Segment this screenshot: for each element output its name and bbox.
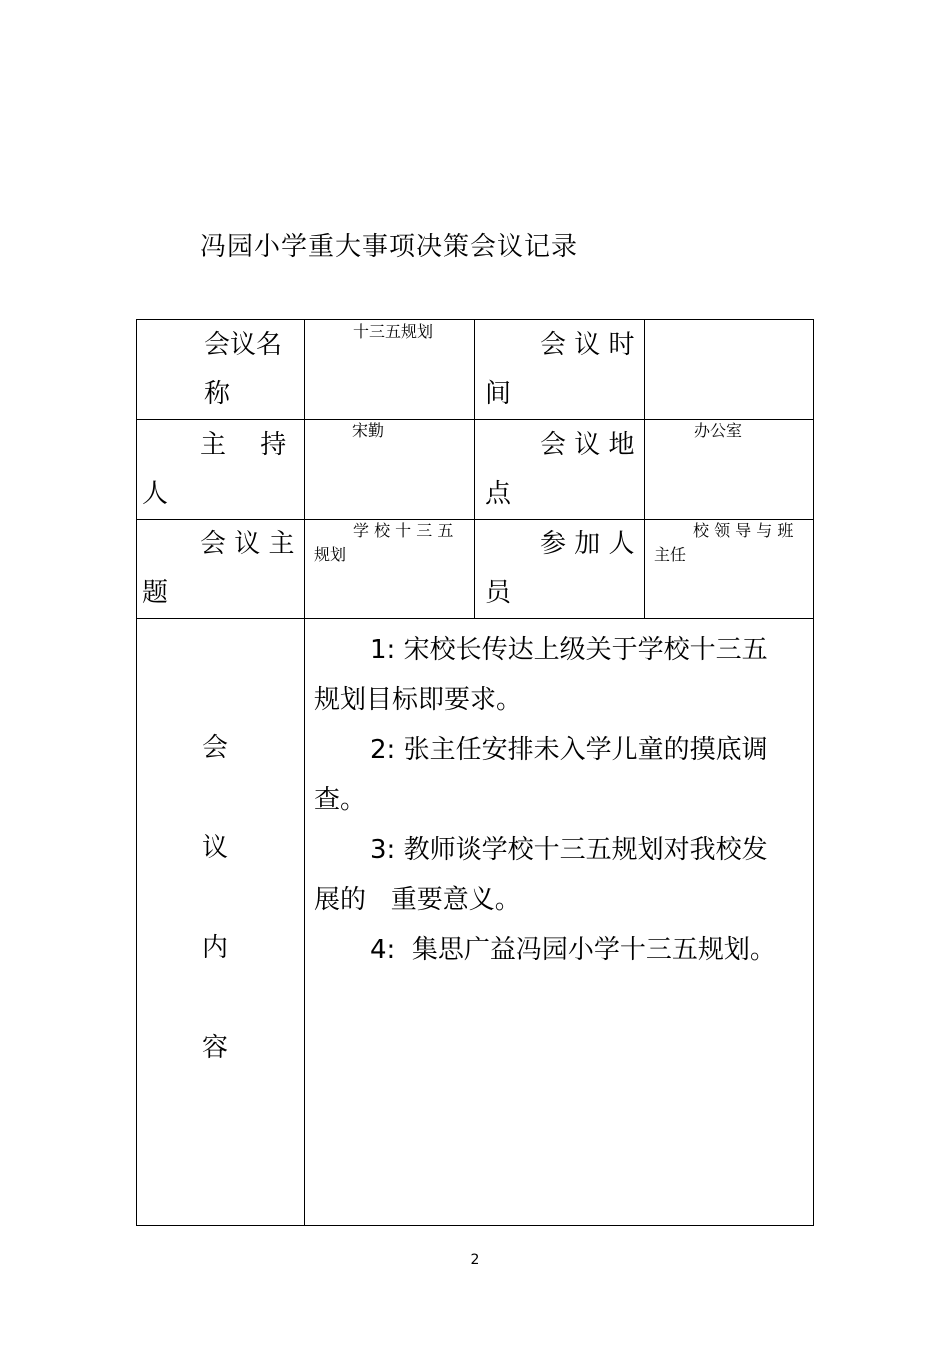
content-item-2-line1: 2: 张主任安排未入学儿童的摸底调 (370, 735, 768, 765)
participants-value-line2: 主任 (654, 545, 687, 564)
content-item-2-line2: 查。 (314, 785, 367, 815)
content-label-char-3: 内 (202, 933, 229, 963)
meeting-name-value: 十三五规划 (353, 322, 434, 341)
content-item-3-line2: 展的 重要意义。 (314, 885, 521, 915)
column-divider-2 (474, 319, 475, 619)
column-divider-3 (644, 319, 645, 619)
topic-label-line2: 题 (142, 578, 169, 608)
host-label-line1: 主 持 (200, 430, 287, 460)
participants-label-line2: 员 (485, 578, 512, 608)
content-item-3-line1: 3: 教师谈学校十三五规划对我校发 (370, 835, 768, 865)
participants-value-line1: 校 领 导 与 班 (693, 521, 794, 540)
content-item-1-line2: 规划目标即要求。 (314, 685, 523, 715)
meeting-name-label-line2: 称 (204, 379, 231, 409)
topic-label-line1: 会 议 主 (200, 529, 295, 559)
topic-value-line1: 学 校 十 三 五 (353, 521, 454, 540)
table-border-bottom (136, 1225, 814, 1226)
meeting-name-label-line1: 会议名 (204, 330, 283, 360)
content-label-char-2: 议 (202, 833, 229, 863)
host-value: 宋勤 (352, 421, 385, 440)
content-item-1-line1: 1: 宋校长传达上级关于学校十三五 (370, 635, 768, 665)
column-divider-1 (304, 319, 305, 1226)
table-border-left (136, 319, 137, 1226)
location-value: 办公室 (694, 421, 743, 440)
meeting-time-label-line1: 会 议 时 (540, 330, 635, 360)
content-label-char-1: 会 (202, 733, 229, 763)
content-item-4-line1: 4: 集思广益冯园小学十三五规划。 (370, 935, 776, 965)
table-border-right (813, 319, 814, 1226)
page-number: 2 (470, 1252, 480, 1268)
document-title: 冯园小学重大事项决策会议记录 (200, 232, 579, 262)
content-label-char-4: 容 (202, 1033, 229, 1063)
meeting-record-table (136, 319, 814, 1226)
meeting-time-label-line2: 间 (485, 379, 512, 409)
location-label-line2: 点 (485, 479, 512, 509)
topic-value-line2: 规划 (314, 545, 347, 564)
location-label-line1: 会 议 地 (540, 430, 635, 460)
participants-label-line1: 参 加 人 (540, 529, 635, 559)
row-divider-3 (136, 618, 814, 619)
host-label-line2: 人 (142, 479, 169, 509)
